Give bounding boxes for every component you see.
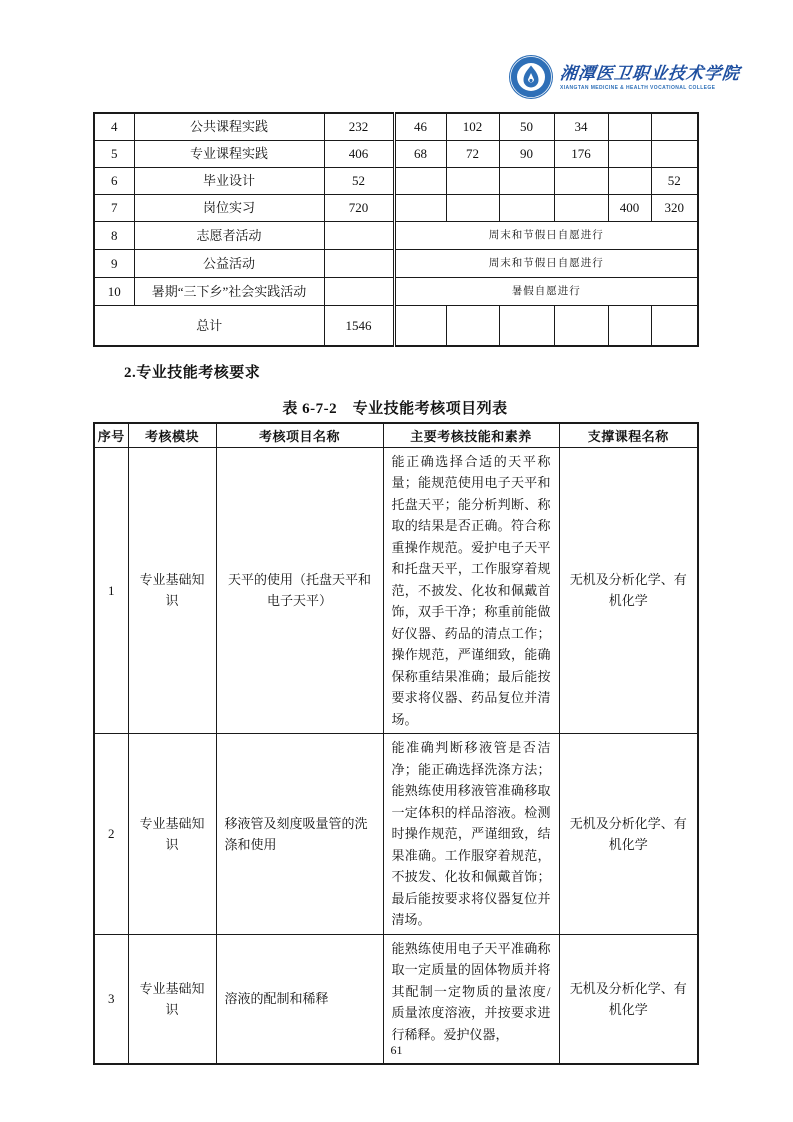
- table-row: [94, 140, 698, 167]
- table-row: [94, 277, 698, 305]
- courses-cell: 无机及分析化学、有机化学: [559, 934, 698, 1064]
- semester-hours-cell: [394, 194, 446, 221]
- table-caption: 表 6-7-2 专业技能考核项目列表: [282, 401, 508, 417]
- header-module: 考核模块: [128, 423, 216, 447]
- activity-name-cell: 公益活动: [134, 249, 324, 277]
- table-row: [94, 447, 698, 734]
- total-hours-cell: 1546: [324, 305, 394, 346]
- row-no-cell: 8: [94, 221, 134, 249]
- semester-hours-cell: [499, 167, 554, 194]
- college-seal-icon: [508, 54, 554, 100]
- header-row: [94, 423, 698, 447]
- row-no-cell: 6: [94, 167, 134, 194]
- row-no-cell: 2: [94, 734, 128, 935]
- semester-hours-cell: [499, 194, 554, 221]
- activity-name-cell: 公共课程实践: [134, 113, 324, 140]
- header-project-name: 考核项目名称: [216, 423, 383, 447]
- project-name-cell: 天平的使用（托盘天平和电子天平）: [216, 447, 383, 734]
- activity-name-cell: 志愿者活动: [134, 221, 324, 249]
- schedule-note-cell: 周末和节假日自愿进行: [394, 221, 698, 249]
- semester-hours-cell: [554, 305, 608, 346]
- total-hours-cell: [324, 221, 394, 249]
- semester-hours-cell: 52: [651, 167, 698, 194]
- college-logo: [508, 52, 742, 102]
- semester-hours-cell: [608, 305, 651, 346]
- total-label-cell: 总计: [94, 305, 324, 346]
- section-heading: 2.专业技能考核要求: [124, 365, 261, 381]
- semester-hours-cell: 400: [608, 194, 651, 221]
- college-name-zh: 湘潭医卫职业技术学院: [559, 63, 742, 83]
- semester-hours-cell: 72: [446, 140, 499, 167]
- row-no-cell: 7: [94, 194, 134, 221]
- semester-hours-cell: 34: [554, 113, 608, 140]
- college-name-block: [560, 64, 740, 91]
- semester-hours-cell: 68: [394, 140, 446, 167]
- semester-hours-cell: 176: [554, 140, 608, 167]
- college-name-en: XIANGTAN MEDICINE & HEALTH VOCATIONAL COLLEGE: [560, 84, 716, 91]
- skills-cell: 能正确选择合适的天平称量；能规范使用电子天平和托盘天平；能分析判断、称取的结果是否正确。符合称重操作规范。爱护电子天平和托盘天平，工作服穿着规范，不披发、化妆和佩戴首饰，双手干净；称重前能做好仪器、药品的清点工作；操作规范，严谨细致，能确保称重结果准确；最后能按要求将仪器、药品复位并清场。: [383, 447, 559, 734]
- header-index: 序号: [94, 423, 128, 447]
- semester-hours-cell: [554, 194, 608, 221]
- semester-hours-cell: [446, 167, 499, 194]
- row-no-cell: 10: [94, 277, 134, 305]
- table-row: [94, 167, 698, 194]
- table-row: [94, 221, 698, 249]
- semester-hours-cell: [651, 305, 698, 346]
- total-hours-cell: [324, 277, 394, 305]
- total-hours-cell: 232: [324, 113, 394, 140]
- semester-hours-cell: [608, 140, 651, 167]
- activity-name-cell: 暑期“三下乡”社会实践活动: [134, 277, 324, 305]
- practice-hours-table: [93, 112, 699, 347]
- module-cell: 专业基础知识: [128, 934, 216, 1064]
- schedule-note-cell: 暑假自愿进行: [394, 277, 698, 305]
- module-cell: 专业基础知识: [128, 447, 216, 734]
- skills-cell: 能熟练使用电子天平准确称取一定质量的固体物质并将其配制一定物质的量浓度/质量浓度溶液，并按要求进行稀释。爱护仪器，: [383, 934, 559, 1064]
- total-row: [94, 305, 698, 346]
- project-name-cell: 移液管及刻度吸量管的洗涤和使用: [216, 734, 383, 935]
- project-name-cell: 溶液的配制和稀释: [216, 934, 383, 1064]
- semester-hours-cell: [554, 167, 608, 194]
- activity-name-cell: 岗位实习: [134, 194, 324, 221]
- semester-hours-cell: 50: [499, 113, 554, 140]
- semester-hours-cell: [651, 140, 698, 167]
- semester-hours-cell: 46: [394, 113, 446, 140]
- semester-hours-cell: 90: [499, 140, 554, 167]
- activity-name-cell: 毕业设计: [134, 167, 324, 194]
- total-hours-cell: [324, 249, 394, 277]
- total-hours-cell: 52: [324, 167, 394, 194]
- courses-cell: 无机及分析化学、有机化学: [559, 447, 698, 734]
- row-no-cell: 1: [94, 447, 128, 734]
- row-no-cell: 4: [94, 113, 134, 140]
- page-number: 61: [390, 1043, 403, 1057]
- module-cell: 专业基础知识: [128, 734, 216, 935]
- row-no-cell: 3: [94, 934, 128, 1064]
- skill-assessment-table: [93, 422, 699, 1065]
- semester-hours-cell: [394, 167, 446, 194]
- semester-hours-cell: [608, 167, 651, 194]
- table-row: [94, 249, 698, 277]
- semester-hours-cell: [394, 305, 446, 346]
- header-skills: 主要考核技能和素养: [383, 423, 559, 447]
- semester-hours-cell: [499, 305, 554, 346]
- semester-hours-cell: [608, 113, 651, 140]
- header-courses: 支撑课程名称: [559, 423, 698, 447]
- semester-hours-cell: 320: [651, 194, 698, 221]
- table-row: [94, 734, 698, 935]
- semester-hours-cell: [651, 113, 698, 140]
- semester-hours-cell: [446, 194, 499, 221]
- skills-cell: 能准确判断移液管是否洁净；能正确选择洗涤方法；能熟练使用移液管准确移取一定体积的样品溶液。检测时操作规范，严谨细致，结果准确。工作服穿着规范，不披发、化妆和佩戴首饰；最后能按要求将仪器复位并清场。: [383, 734, 559, 935]
- total-hours-cell: 406: [324, 140, 394, 167]
- total-hours-cell: 720: [324, 194, 394, 221]
- semester-hours-cell: 102: [446, 113, 499, 140]
- semester-hours-cell: [446, 305, 499, 346]
- table-row: [94, 113, 698, 140]
- activity-name-cell: 专业课程实践: [134, 140, 324, 167]
- courses-cell: 无机及分析化学、有机化学: [559, 734, 698, 935]
- table-row: [94, 194, 698, 221]
- schedule-note-cell: 周末和节假日自愿进行: [394, 249, 698, 277]
- row-no-cell: 5: [94, 140, 134, 167]
- row-no-cell: 9: [94, 249, 134, 277]
